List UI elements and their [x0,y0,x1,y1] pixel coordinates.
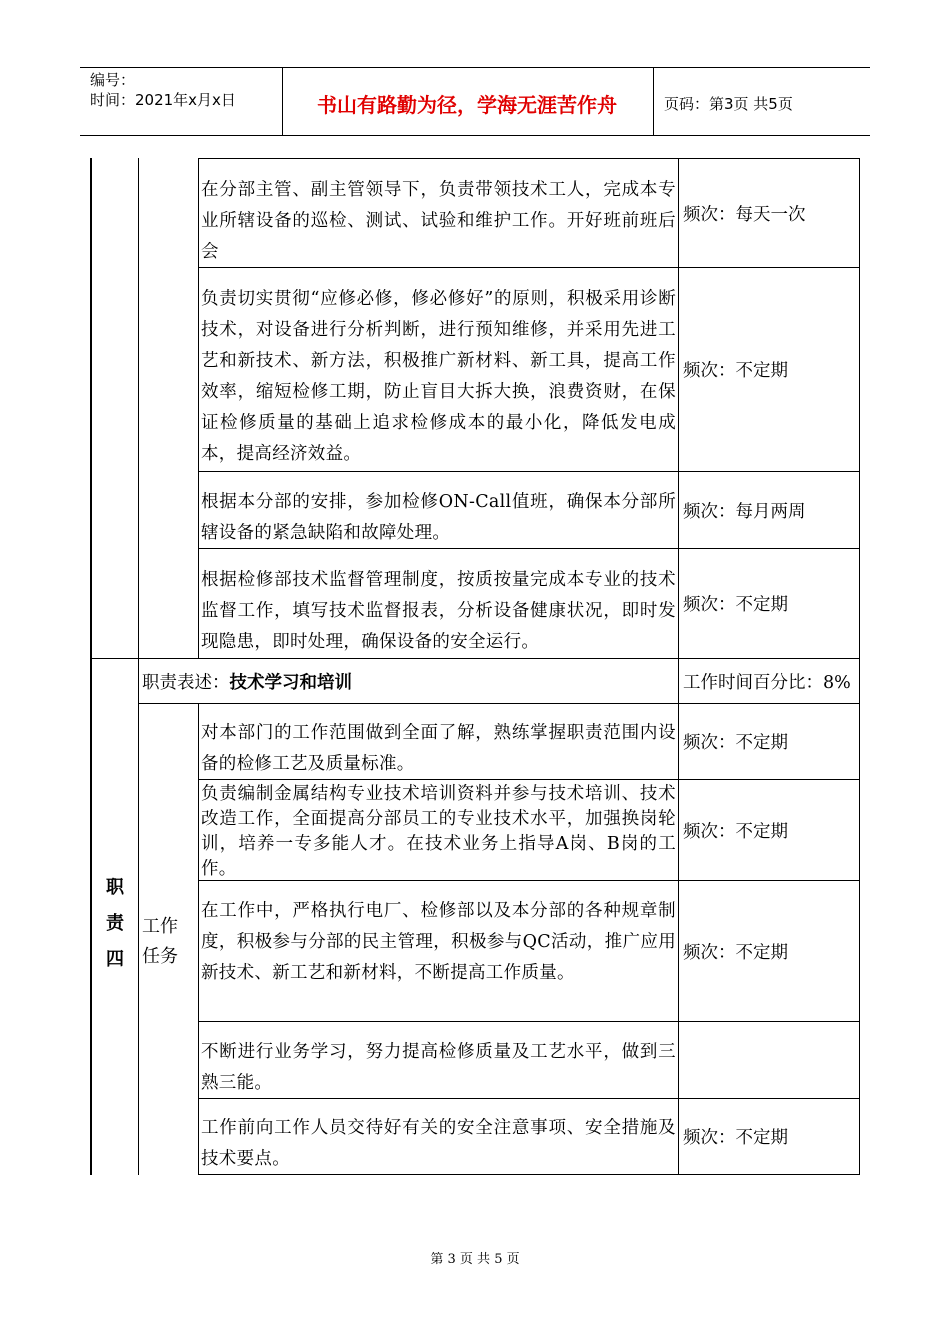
task-cell: 负责编制金属结构专业技术培训资料并参与技术培训、技术改造工作，全面提高分部员工的专业技术水平，加强换岗轮训，培养一专多能人才。在技术业务上指导A岗、B岗的工作。 [201,784,676,879]
document-date: 时间：2021年x月x日 [90,91,236,109]
table-right-border [859,158,860,1175]
frequency-cell: 频次：每月两周 [683,501,806,522]
task-cell: 根据本分部的安排，参加检修ON-Call值班，确保本分部所辖设备的紧急缺陷和故障处理。 [201,492,676,543]
duty-label-char: 职 [106,877,124,898]
work-task-label-line: 任务 [142,946,178,967]
frequency-cell: 频次：不定期 [683,733,788,753]
duty-label-char: 四 [106,949,124,970]
duty-label [92,870,138,978]
frequency-cell: 频次：不定期 [683,942,788,963]
duty-description-prefix: 职责表述： [142,672,230,693]
work-task-label-line: 工作 [142,916,178,937]
frequency-cell: 频次：不定期 [683,821,788,842]
task-cell: 根据检修部技术监督管理制度，按质按量完成本专业的技术监督工作，填写技术监督报表，分析设备健康状况，即时发现隐患，即时处理，确保设备的安全运行。 [201,570,676,652]
duty-label-char: 责 [106,913,124,934]
document-number-label: 编号： [90,71,136,89]
header-divider [653,67,654,136]
header-motto: 书山有路勤为径，学海无涯苦作舟 [317,92,617,117]
duty-title: 技术学习和培训 [229,672,352,693]
table-col-divider [198,703,199,1175]
duty-description [142,659,672,703]
time-percent: 工作时间百分比：8% [683,672,851,693]
frequency-cell [679,1022,859,1098]
page-footer: 第 3 页 共 5 页 [430,1252,520,1267]
header-page-info: 页码：第3页 共5页 [664,94,793,113]
header-top-rule [80,67,870,68]
task-cell: 负责切实贯彻“应修必修，修必修好”的原则，积极采用诊断技术，对设备进行分析判断，进行预知维修，并采用先进工艺和新技术、新方法，积极推广新材料、新工具，提高工作效率，缩短检修工期，防止盲目大拆大换，浪费资财，在保证检修质量的基础上追求检修成本的最小化，降低发电成本，提高经济效益。 [201,289,676,464]
table-col-divider [198,158,199,658]
frequency-cell: 频次：每天一次 [683,204,806,225]
frequency-cell: 频次：不定期 [683,595,788,615]
task-cell: 工作前向工作人员交待好有关的安全注意事项、安全措施及技术要点。 [201,1118,676,1169]
task-cell: 对本部门的工作范围做到全面了解，熟练掌握职责范围内设备的检修工艺及质量标准。 [201,723,676,774]
header-meta [90,70,236,110]
frequency-cell: 频次：不定期 [683,361,788,381]
task-cell: 不断进行业务学习，努力提高检修质量及工艺水平，做到三熟三能。 [201,1042,676,1093]
table-left-border [90,158,92,1175]
task-cell: 在分部主管、副主管领导下，负责带领技术工人，完成本专业所辖设备的巡检、测试、试验和维护工作。开好班前班后会 [201,180,676,262]
work-task-label [142,912,196,972]
frequency-cell: 频次：不定期 [683,1128,788,1148]
table-col-divider [138,158,139,1175]
task-cell: 在工作中，严格执行电厂、检修部以及本分部的各种规章制度，积极参与分部的民主管理，积极参与QC活动，推广应用新技术、新工艺和新材料，不断提高工作质量。 [201,901,676,983]
